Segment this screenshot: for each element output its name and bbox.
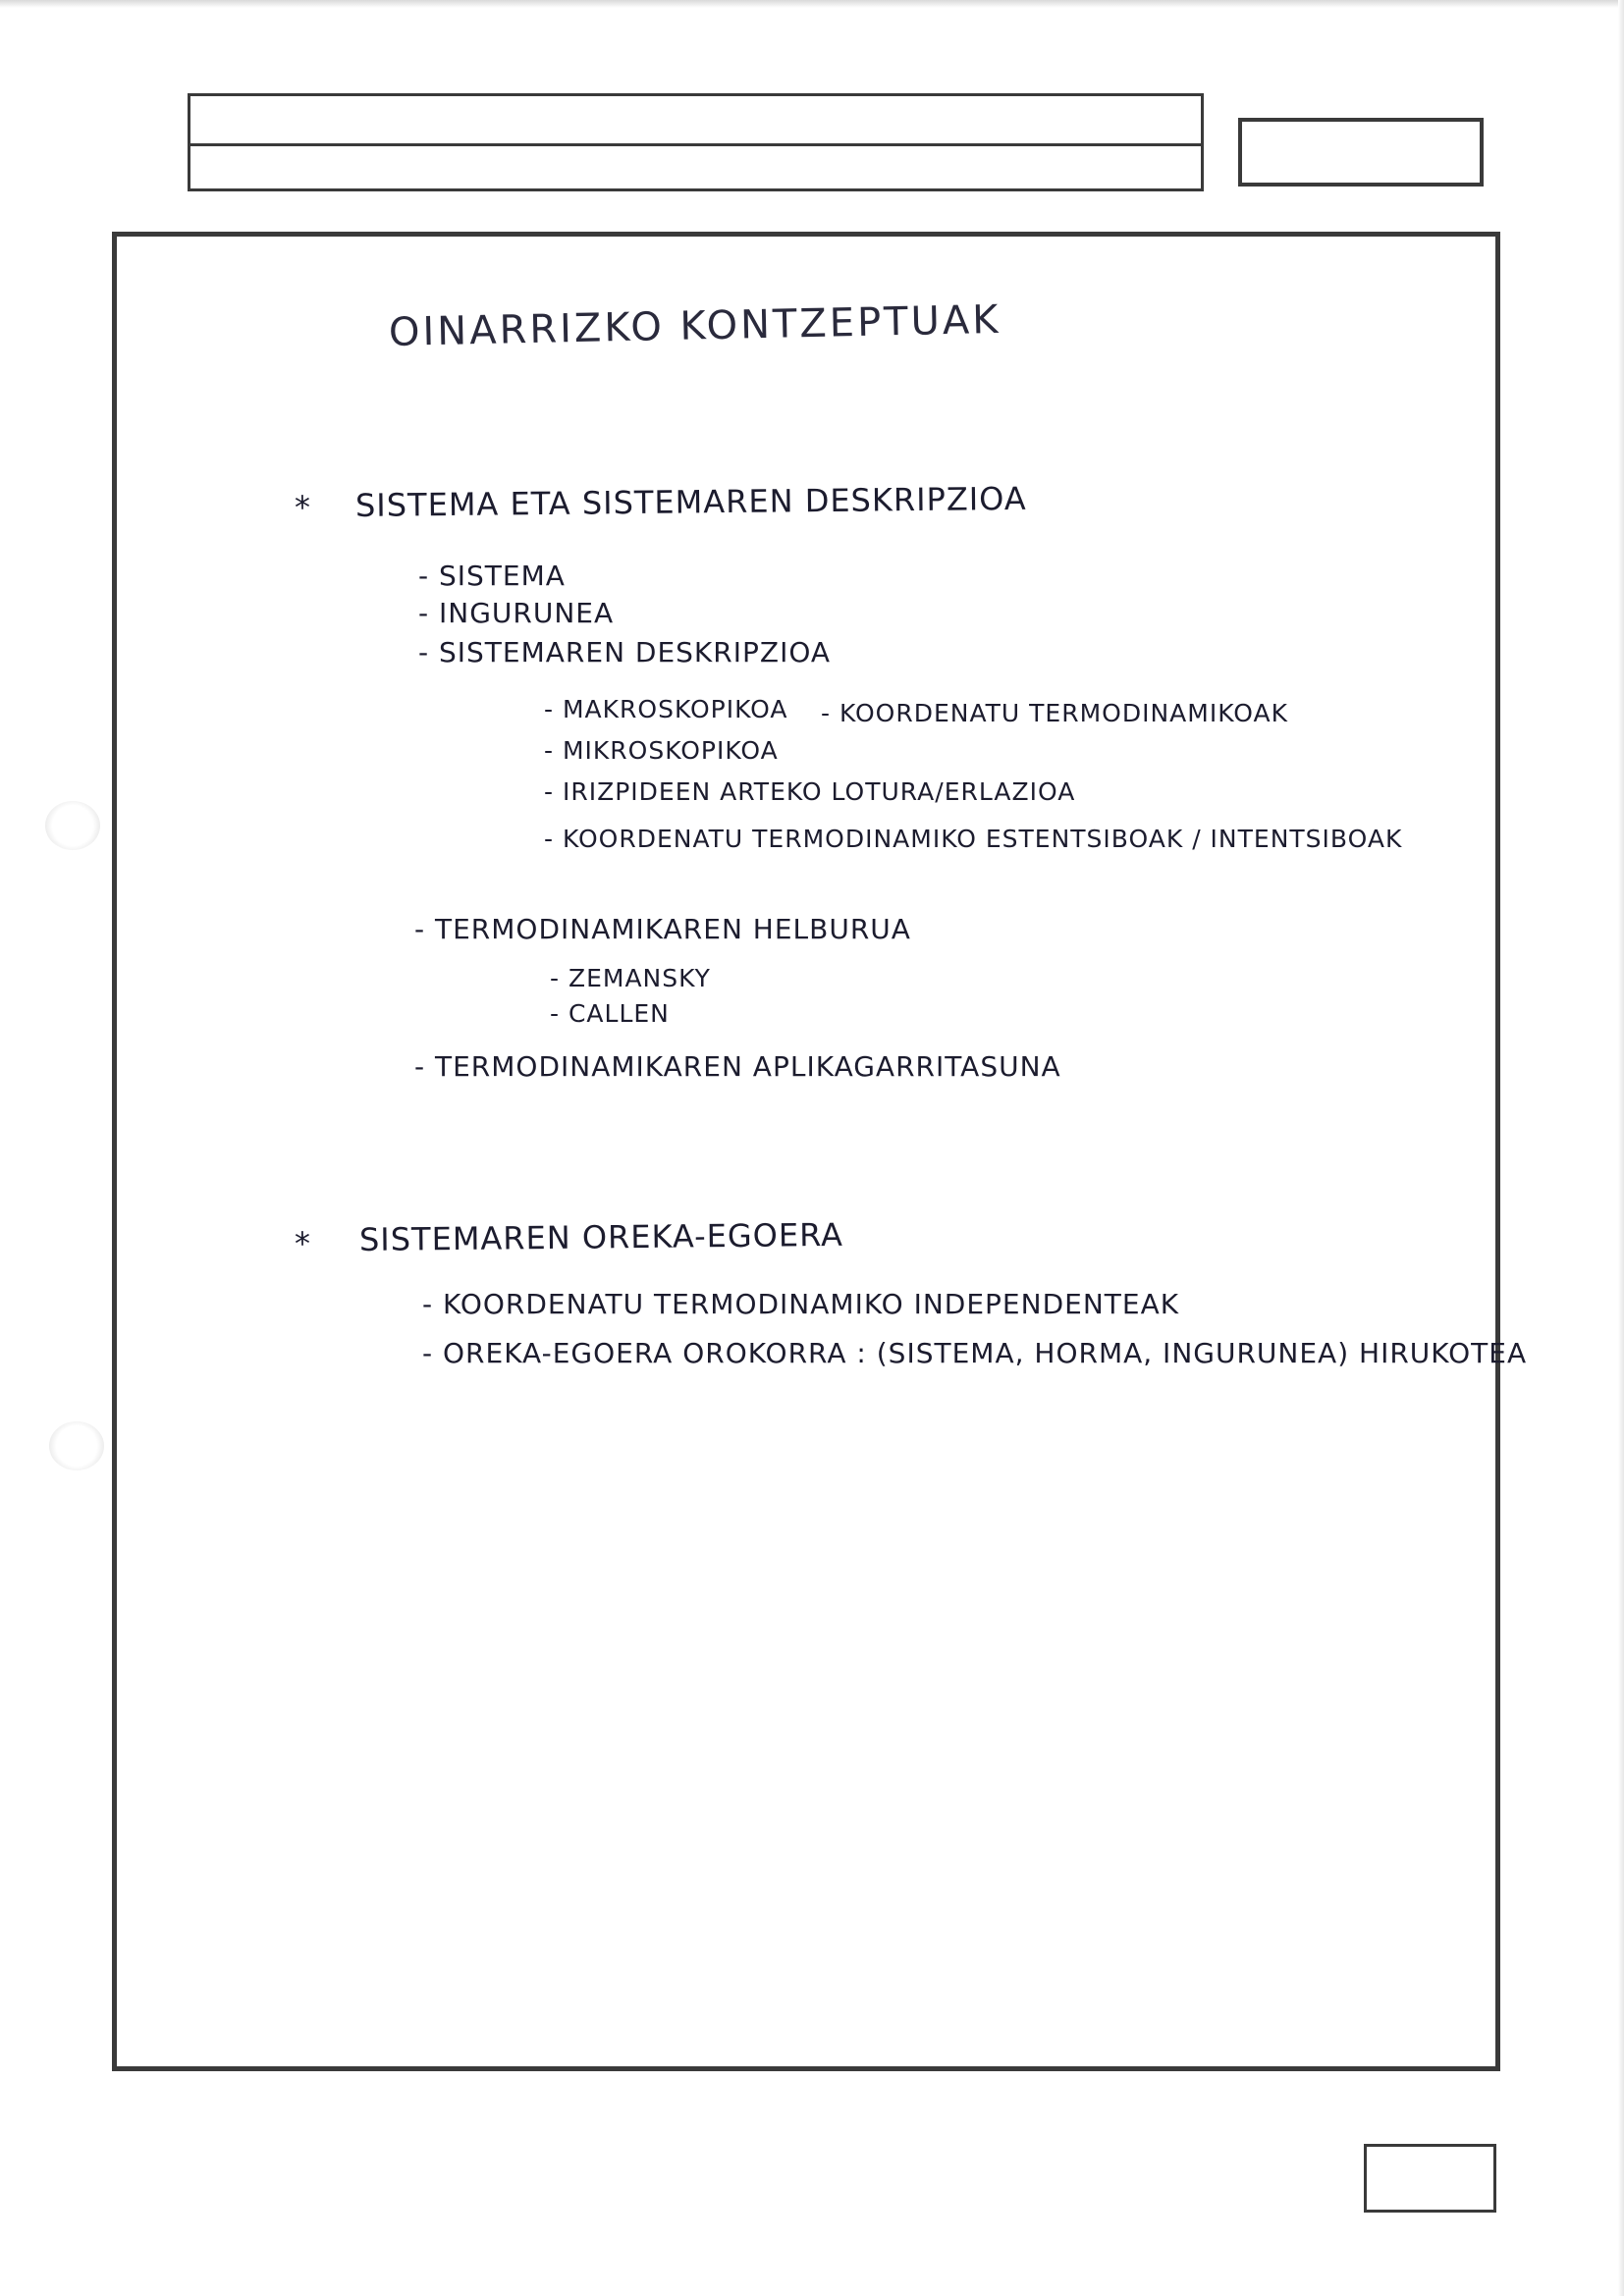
list-item-estentsiboak-intentsiboak: - KOORDENATU TERMODINAMIKO ESTENTSIBOAK / INTENTSIBOAK (544, 825, 1403, 853)
list-item-zemansky: - ZEMANSKY (550, 964, 711, 992)
page-title: OINARRIZKO KONTZEPTUAK (388, 296, 1001, 355)
scan-right-edge (1618, 0, 1624, 2296)
list-item-sistema: - SISTEMA (418, 560, 566, 592)
list-item-makroskopikoa: - MAKROSKOPIKOA (544, 695, 788, 723)
list-item-oreka-egoera-orokorra: - OREKA-EGOERA OROKORRA : (SISTEMA, HORMA, INGURUNEA) HIRUKOTEA (422, 1337, 1528, 1369)
list-item-mikroskopikoa: - MIKROSKOPIKOA (544, 736, 779, 765)
list-item-irizpideen-arteko-lotura: - IRIZPIDEEN ARTEKO LOTURA/ERLAZIOA (544, 777, 1076, 806)
list-item-sistemaren-deskripzioa: - SISTEMAREN DESKRIPZIOA (418, 636, 832, 668)
header-row-divider (190, 143, 1201, 146)
code-field-box (1238, 118, 1484, 187)
scan-top-edge (0, 0, 1624, 8)
section-1-bullet: * (294, 488, 312, 526)
section-2-bullet: * (294, 1224, 312, 1262)
page-number-box (1364, 2144, 1496, 2213)
list-item-koordenatu-independenteak: - KOORDENATU TERMODINAMIKO INDEPENDENTEAK (422, 1288, 1180, 1320)
list-item-ingurunea: - INGURUNEA (418, 597, 615, 629)
section-2-heading: SISTEMAREN OREKA-EGOERA (358, 1215, 844, 1258)
section-1-heading: SISTEMA ETA SISTEMAREN DESKRIPZIOA (354, 479, 1027, 524)
list-item-termodinamikaren-aplikagarritasuna: - TERMODINAMIKAREN APLIKAGARRITASUNA (414, 1050, 1061, 1083)
list-item-termodinamikaren-helburua: - TERMODINAMIKAREN HELBURUA (414, 913, 911, 945)
header-field-box (188, 93, 1204, 191)
punch-hole-lower (49, 1421, 104, 1470)
list-item-koordenatu-termodinamikoak: - KOORDENATU TERMODINAMIKOAK (821, 699, 1288, 727)
punch-hole-upper (45, 801, 100, 850)
list-item-callen: - CALLEN (550, 999, 670, 1028)
